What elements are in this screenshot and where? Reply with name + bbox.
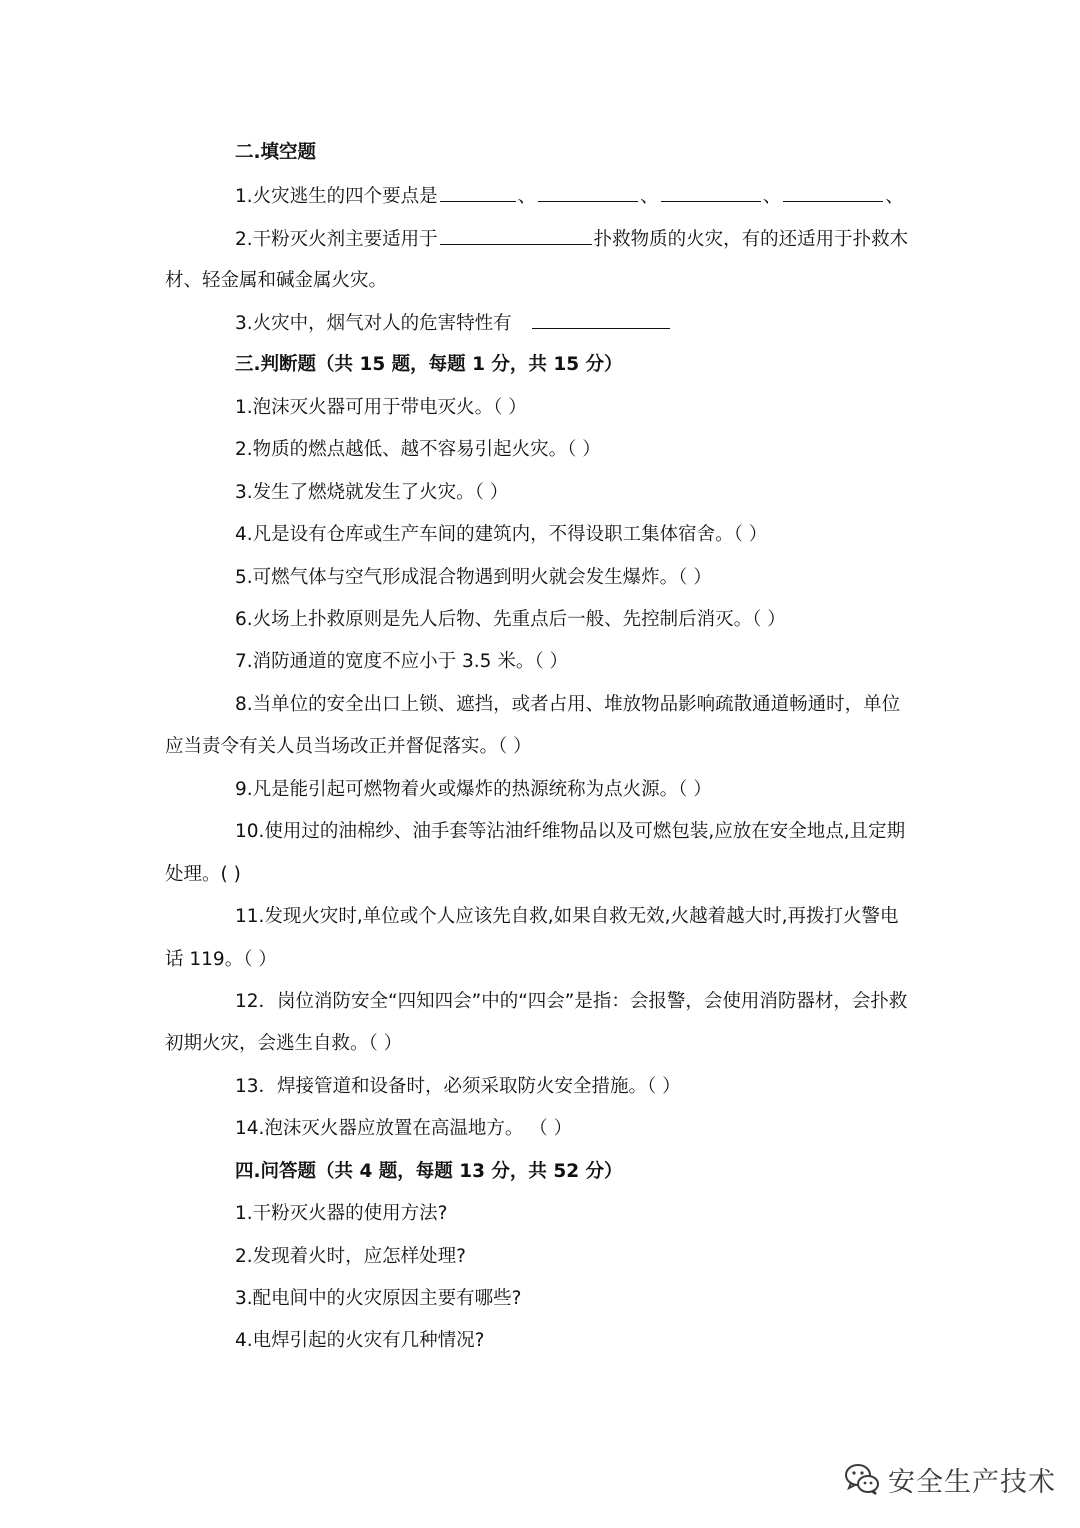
judge-item: 1.泡沫灭火器可用于带电灭火。（ ） <box>235 397 527 418</box>
fill-question-1 <box>235 183 904 210</box>
qa-item: 1.干粉灭火器的使用方法? <box>235 1203 448 1224</box>
qa-item: 3.配电间中的火灾原因主要有哪些? <box>235 1288 522 1309</box>
qa-item: 4.电焊引起的火灾有几种情况? <box>235 1330 485 1351</box>
section4-heading: 四.问答题（共 4 题，每题 13 分，共 52 分） <box>235 1161 623 1182</box>
separator: 、 <box>640 186 659 207</box>
fill-question-2-text-after: 扑救物质的火灾，有的还适用于扑救木 <box>593 229 909 250</box>
judge-item: 9.凡是能引起可燃物着火或爆炸的热源统称为点火源。（ ） <box>235 779 712 800</box>
section2-heading: 二.填空题 <box>235 142 317 163</box>
separator: 、 <box>517 186 537 207</box>
judge-item: 10.使用过的油棉纱、油手套等沾油纤维物品以及可燃包装,应放在安全地点,且定期 <box>235 821 906 842</box>
fill-question-2-text: 2.干粉灭火剂主要适用于 <box>235 229 438 250</box>
watermark-text: 安全生产技术 <box>888 1466 1056 1498</box>
judge-item-cont: 话 119。（ ） <box>165 949 277 970</box>
fill-question-2 <box>235 226 908 253</box>
answer-blank <box>538 183 638 202</box>
fill-question-2-cont: 材、轻金属和碱金属火灾。 <box>165 270 388 291</box>
wechat-icon <box>842 1459 882 1499</box>
watermark <box>842 1459 1056 1499</box>
judge-item: 5.可燃气体与空气形成混合物遇到明火就会发生爆炸。（ ） <box>235 567 712 588</box>
qa-item: 2.发现着火时，应怎样处理? <box>235 1246 466 1267</box>
judge-item: 6.火场上扑救原则是先人后物、先重点后一般、先控制后消灭。（ ） <box>235 609 786 630</box>
section3-heading: 三.判断题（共 15 题，每题 1 分，共 15 分） <box>235 354 623 375</box>
judge-item: 11.发现火灾时,单位或个人应该先自救,如果自救无效,火越着越大时,再拨打火警电 <box>235 906 899 927</box>
answer-blank <box>440 226 592 245</box>
judge-item: 13．焊接管道和设备时，必须采取防火安全措施。（ ） <box>235 1076 681 1097</box>
fill-question-3-text: 3.火灾中，烟气对人的危害特性有 <box>235 313 512 334</box>
judge-item: 4.凡是设有仓库或生产车间的建筑内，不得设职工集体宿舍。（ ） <box>235 524 768 545</box>
separator: 、 <box>762 186 782 207</box>
judge-item-cont: 初期火灾，会逃生自救。（ ） <box>165 1033 403 1054</box>
judge-item: 2.物质的燃点越低、越不容易引起火灾。（ ） <box>235 439 601 460</box>
judge-item: 3.发生了燃烧就发生了火灾。（ ） <box>235 482 509 503</box>
judge-item: 7.消防通道的宽度不应小于 3.5 米。（ ） <box>235 651 568 672</box>
judge-item: 12．岗位消防安全“四知四会”中的“四会”是指：会报警，会使用消防器材，会扑救 <box>235 991 908 1012</box>
answer-blank <box>783 183 883 202</box>
answer-blank <box>440 183 516 202</box>
separator: 、 <box>885 186 904 207</box>
judge-item-cont: 处理。( ) <box>165 864 241 885</box>
fill-question-3 <box>235 310 672 337</box>
answer-blank <box>532 310 670 329</box>
judge-item: 14.泡沫灭火器应放置在高温地方。 （ ） <box>235 1118 573 1139</box>
judge-item-cont: 应当责令有关人员当场改正并督促落实。（ ） <box>165 736 532 757</box>
judge-item: 8.当单位的安全出口上锁、遮挡，或者占用、堆放物品影响疏散通道畅通时，单位 <box>235 694 901 715</box>
fill-question-1-text: 1.火灾逃生的四个要点是 <box>235 186 438 207</box>
answer-blank <box>661 183 761 202</box>
